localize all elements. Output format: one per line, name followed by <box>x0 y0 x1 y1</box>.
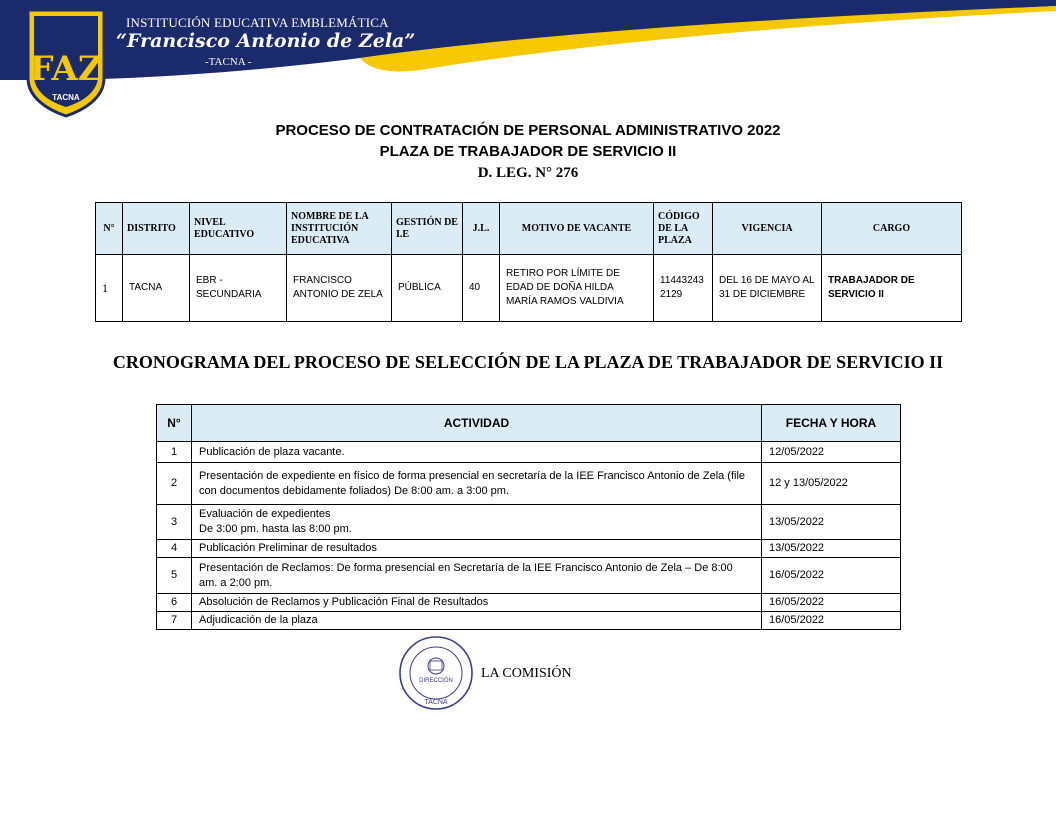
header-cell: J.L. <box>463 203 500 255</box>
row-date: 12/05/2022 <box>762 442 901 463</box>
table-cell: TRABAJADOR DE SERVICIO II <box>822 255 962 322</box>
logo-letters: FAZ <box>29 49 103 89</box>
row-number: 5 <box>157 558 192 594</box>
row-date: 16/05/2022 <box>762 594 901 612</box>
row-activity: Presentación de expediente en físico de forma presencial en secretaría de la IEE Francisco Antonio de Zela (file con documentos debidamente foliados) De 8:00 am. a 3:00 pm. <box>192 463 762 505</box>
table-row <box>157 505 901 540</box>
header-cell: DISTRITO <box>123 203 190 255</box>
logo-subtext: TACNA <box>52 93 80 102</box>
cronograma-table <box>156 404 901 630</box>
plaza-table <box>95 202 962 322</box>
header-cell: GESTIÓN DE I.E <box>392 203 463 255</box>
row-activity-cell <box>192 505 762 540</box>
official-stamp <box>397 634 475 712</box>
table-row <box>157 558 901 594</box>
header-cell: ACTIVIDAD <box>192 405 762 442</box>
header-cell: CARGO <box>822 203 962 255</box>
row-activity: Adjudicación de la plaza <box>192 612 762 630</box>
row-number: 6 <box>157 594 192 612</box>
row-activity: Presentación de Reclamos: De forma presencial en Secretaría de la IEE Francisco Antonio de Zela – De 8:00 am. a 2:00 pm. <box>192 558 762 594</box>
table-cell: 1 <box>96 255 123 322</box>
table-row <box>157 594 901 612</box>
comision-label: LA COMISIÓN <box>481 666 572 681</box>
stamp-city: TACNA <box>424 699 448 706</box>
table-row <box>157 463 901 505</box>
table-row <box>157 612 901 630</box>
table-cell: FRANCISCO ANTONIO DE ZELA <box>287 255 392 322</box>
row-number: 2 <box>157 463 192 505</box>
table-cell: RETIRO POR LÍMITE DE EDAD DE DOÑA HILDA MARÍA RAMOS VALDIVIA <box>500 255 654 322</box>
row-activity: Absolución de Reclamos y Publicación Final de Resultados <box>192 594 762 612</box>
header-cell: FECHA Y HORA <box>762 405 901 442</box>
header-cell: MOTIVO DE VACANTE <box>500 203 654 255</box>
decree-title: D. LEG. N° 276 <box>477 165 579 181</box>
row-activity: Publicación de plaza vacante. <box>192 442 762 463</box>
cronograma-header-row <box>157 405 901 442</box>
row-date: 13/05/2022 <box>762 540 901 558</box>
institution-city: -TACNA - <box>205 56 252 68</box>
header-cell: NIVEL EDUCATIVO <box>190 203 287 255</box>
plaza-data-row <box>96 255 962 322</box>
row-number: 7 <box>157 612 192 630</box>
table-cell: 40 <box>463 255 500 322</box>
row-number: 4 <box>157 540 192 558</box>
cronograma-title: CRONOGRAMA DEL PROCESO DE SELECCIÓN DE LA PLAZA DE TRABAJADOR DE SERVICIO II <box>112 352 944 372</box>
institution-name: “Francisco Antonio de Zela” <box>116 30 416 52</box>
main-title: PROCESO DE CONTRATACIÓN DE PERSONAL ADMINISTRATIVO 2022 <box>275 122 781 139</box>
plaza-header-row <box>96 203 962 255</box>
table-cell: EBR - SECUNDARIA <box>190 255 287 322</box>
row-activity: Publicación Preliminar de resultados <box>192 540 762 558</box>
header-cell: NOMBRE DE LA INSTITUCIÓN EDUCATIVA <box>287 203 392 255</box>
row-number: 3 <box>157 505 192 540</box>
faz-logo <box>24 6 108 118</box>
table-cell: PÚBLICA <box>392 255 463 322</box>
row-activity: Evaluación de expedientes <box>199 508 331 520</box>
table-row <box>157 540 901 558</box>
table-cell: 11443243 2129 <box>654 255 713 322</box>
table-row <box>157 442 901 463</box>
stamp-text: DIRECCIÓN <box>419 678 453 684</box>
header-cell: VIGENCIA <box>713 203 822 255</box>
row-date: 12 y 13/05/2022 <box>762 463 901 505</box>
row-date: 13/05/2022 <box>762 505 901 540</box>
sub-title: PLAZA DE TRABAJADOR DE SERVICIO II <box>379 143 677 160</box>
table-cell: DEL 16 DE MAYO AL 31 DE DICIEMBRE <box>713 255 822 322</box>
row-number: 1 <box>157 442 192 463</box>
header-cell: CÓDIGO DE LA PLAZA <box>654 203 713 255</box>
row-date: 16/05/2022 <box>762 558 901 594</box>
institution-line-1: INSTITUCIÓN EDUCATIVA EMBLEMÁTICA <box>126 15 389 30</box>
table-cell: TACNA <box>123 255 190 322</box>
row-date: 16/05/2022 <box>762 612 901 630</box>
header-cell: N° <box>157 405 192 442</box>
header-cell: N° <box>96 203 123 255</box>
row-activity-time: De 3:00 pm. hasta las 8:00 pm. <box>199 523 352 535</box>
